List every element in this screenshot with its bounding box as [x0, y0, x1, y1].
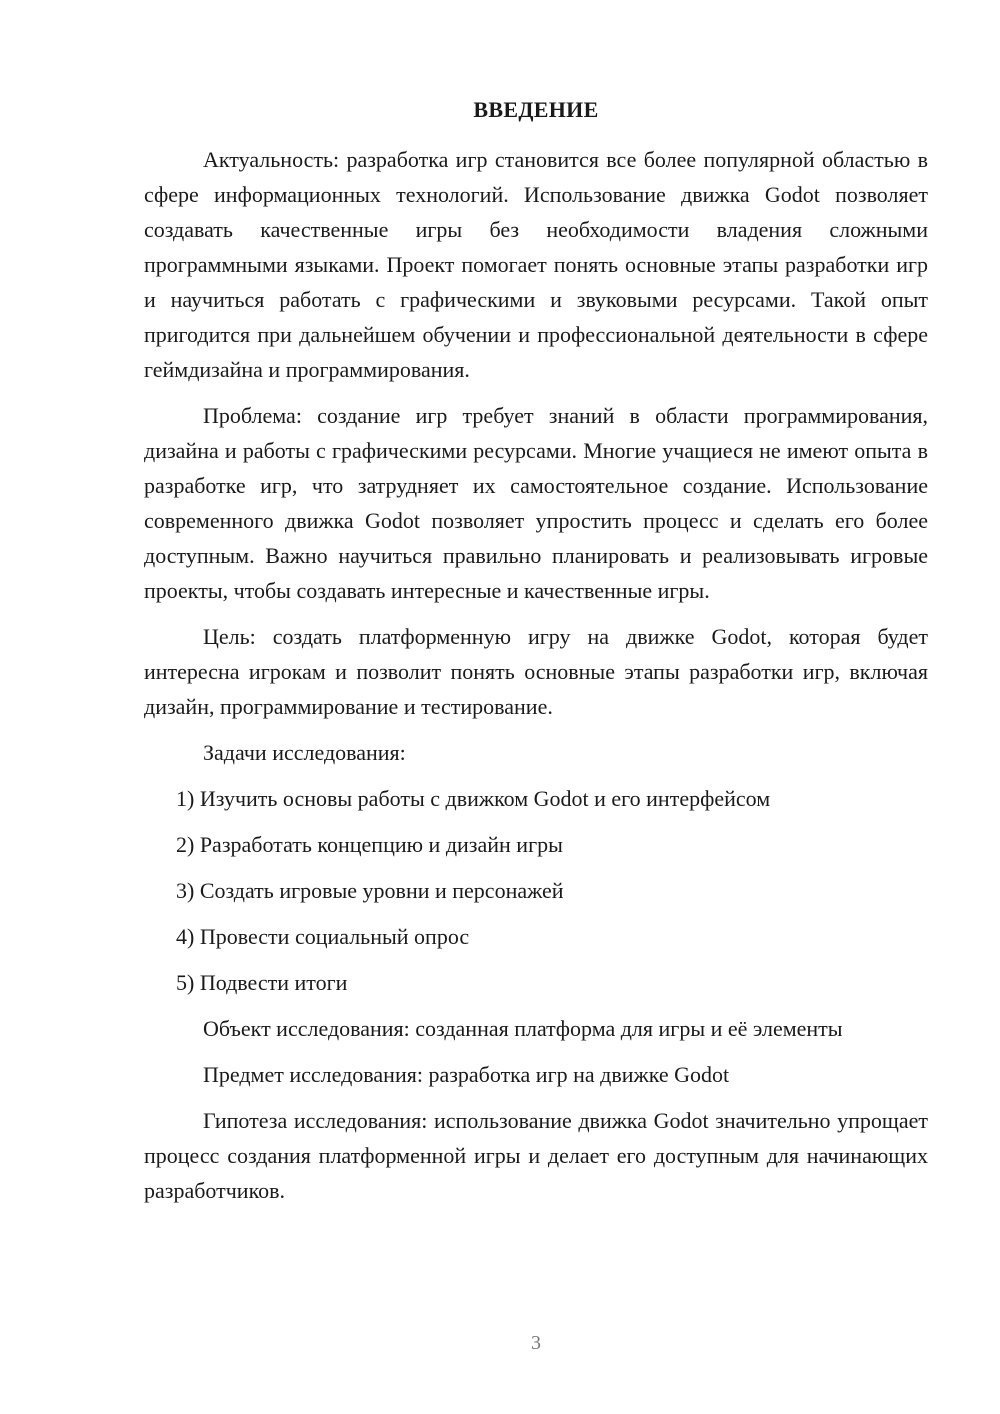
page-number: 3: [531, 1332, 541, 1354]
hypothesis-paragraph: Гипотеза исследования: использование движка Godot значительно упрощает процесс создания платформенной игры и делает его доступным для начинающих разработчиков.: [144, 1108, 928, 1203]
document-page: [144, 95, 928, 1219]
page-title: ВВЕДЕНИЕ: [473, 97, 599, 122]
problem-paragraph: Проблема: создание игр требует знаний в области программирования, дизайна и работы с графическими ресурсами. Многие учащиеся не имеют опыта в разработке игр, что затрудняет их самостоятельное создание. Использование современного движка Godot позволяет упростить процесс и сделать его более доступным. Важно научиться правильно планировать и реализовывать игровые проекты, чтобы создавать интересные и качественные игры.: [144, 403, 928, 603]
goal-paragraph: Цель: создать платформенную игру на движке Godot, которая будет интересна игрокам и позволит понять основные этапы разработки игр, включая дизайн, программирование и тестирование.: [144, 624, 928, 719]
object-paragraph: Объект исследования: созданная платформа для игры и её элементы: [203, 1016, 843, 1041]
list-item: 5) Подвести итоги: [176, 970, 348, 995]
list-item: 2) Разработать концепцию и дизайн игры: [176, 832, 563, 857]
tasks-list: [144, 781, 928, 1000]
list-item: 3) Создать игровые уровни и персонажей: [176, 878, 564, 903]
list-item: 4) Провести социальный опрос: [176, 924, 470, 949]
relevance-paragraph: Актуальность: разработка игр становится все более популярной областью в сфере информационных технологий. Использование движка Godot позволяет создавать качественные игры без необходимости владения сложными программными языками. Проект помогает понять основные этапы разработки игр и научиться работать с графическими и звуковыми ресурсами. Такой опыт пригодится при дальнейшем обучении и профессиональной деятельности в сфере геймдизайна и программирования.: [144, 147, 928, 382]
subject-paragraph: Предмет исследования: разработка игр на движке Godot: [203, 1062, 730, 1087]
list-item: 1) Изучить основы работы с движком Godot и его интерфейсом: [176, 786, 771, 811]
tasks-heading: Задачи исследования:: [203, 740, 406, 765]
